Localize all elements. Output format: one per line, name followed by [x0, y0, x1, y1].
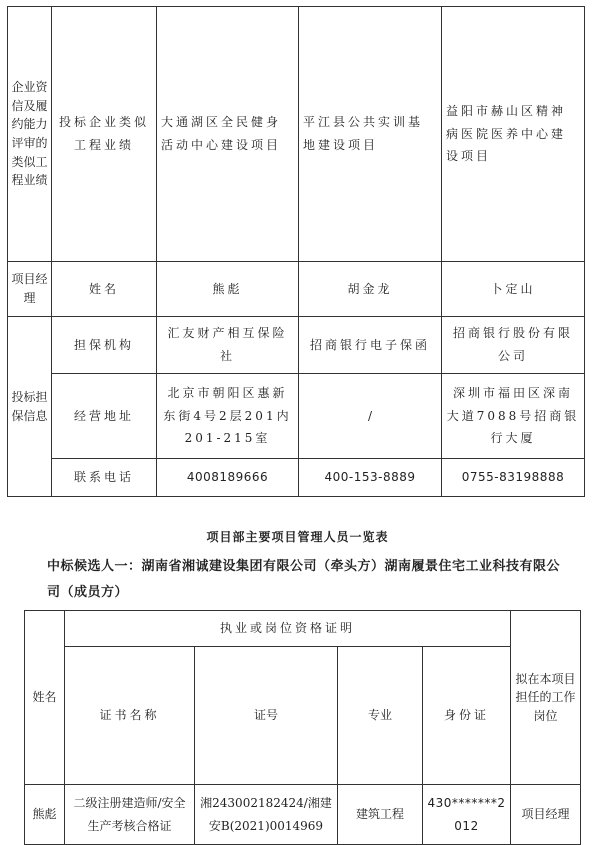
staff-name: 熊彪	[25, 785, 65, 845]
guarantee-address-2: /	[299, 374, 442, 459]
guarantee-address-label: 经营地址	[52, 374, 157, 459]
management-staff-table	[24, 610, 581, 845]
staff-specialty: 建筑工程	[338, 785, 423, 845]
header-cert-no: 证号	[195, 647, 338, 785]
guarantee-row-address	[8, 374, 585, 459]
guarantee-org-1: 汇友财产相互保险社	[157, 317, 299, 374]
manager-value-3: 卜定山	[442, 262, 585, 317]
guarantee-org-3: 招商银行股份有限公司	[442, 317, 585, 374]
table-row	[25, 785, 581, 845]
guarantee-section-label: 投标担保信息	[8, 317, 52, 497]
staff-cert-no: 湘243002182424/湘建安B(2021)0014969	[195, 785, 338, 845]
staff-header-row-1	[25, 611, 581, 647]
manager-value-2: 胡金龙	[299, 262, 442, 317]
guarantee-phone-1: 4008189666	[157, 459, 299, 497]
performance-row	[8, 7, 585, 262]
performance-section-label: 企业资信及履约能力评审的类似工程业绩	[8, 7, 52, 262]
section-title: 项目部主要项目管理人员一览表	[206, 530, 389, 544]
guarantee-row-org	[8, 317, 585, 374]
staff-position: 项目经理	[511, 785, 581, 845]
header-id-card: 身份证	[423, 647, 511, 785]
header-qualification-group: 执业或岗位资格证明	[65, 611, 511, 647]
performance-row-label: 投标企业类似工程业绩	[52, 7, 157, 262]
guarantee-phone-label: 联系电话	[52, 459, 157, 497]
staff-id-card: 430*******2012	[423, 785, 511, 845]
guarantee-phone-2: 400-153-8889	[299, 459, 442, 497]
staff-cert-name: 二级注册建造师/安全生产考核合格证	[65, 785, 195, 845]
header-position: 拟在本项目担任的工作岗位	[511, 611, 581, 785]
guarantee-phone-3: 0755-83198888	[442, 459, 585, 497]
manager-section-label: 项目经理	[8, 262, 52, 317]
header-name: 姓名	[25, 611, 65, 785]
guarantee-org-2: 招商银行电子保函	[299, 317, 442, 374]
performance-value-1: 大通湖区全民健身活动中心建设项目	[157, 7, 299, 262]
manager-row	[8, 262, 585, 317]
guarantee-org-label: 担保机构	[52, 317, 157, 374]
header-specialty: 专业	[338, 647, 423, 785]
manager-row-label: 姓名	[52, 262, 157, 317]
guarantee-address-3: 深圳市福田区深南大道7088号招商银行大厦	[442, 374, 585, 459]
candidate-line: 中标候选人一：湖南省湘诚建设集团有限公司（牵头方）湖南履景住宅工业科技有限公司（成员方）	[47, 559, 561, 600]
manager-value-1: 熊彪	[157, 262, 299, 317]
guarantee-address-1: 北京市朝阳区惠新东街4号2层201内201-215室	[157, 374, 299, 459]
performance-value-3: 益阳市赫山区精神病医院医养中心建设项目	[442, 7, 585, 262]
bid-info-table	[7, 6, 585, 497]
performance-value-2: 平江县公共实训基地建设项目	[299, 7, 442, 262]
header-cert-name: 证书名称	[65, 647, 195, 785]
guarantee-row-phone	[8, 459, 585, 497]
staff-header-row-2	[25, 647, 581, 785]
